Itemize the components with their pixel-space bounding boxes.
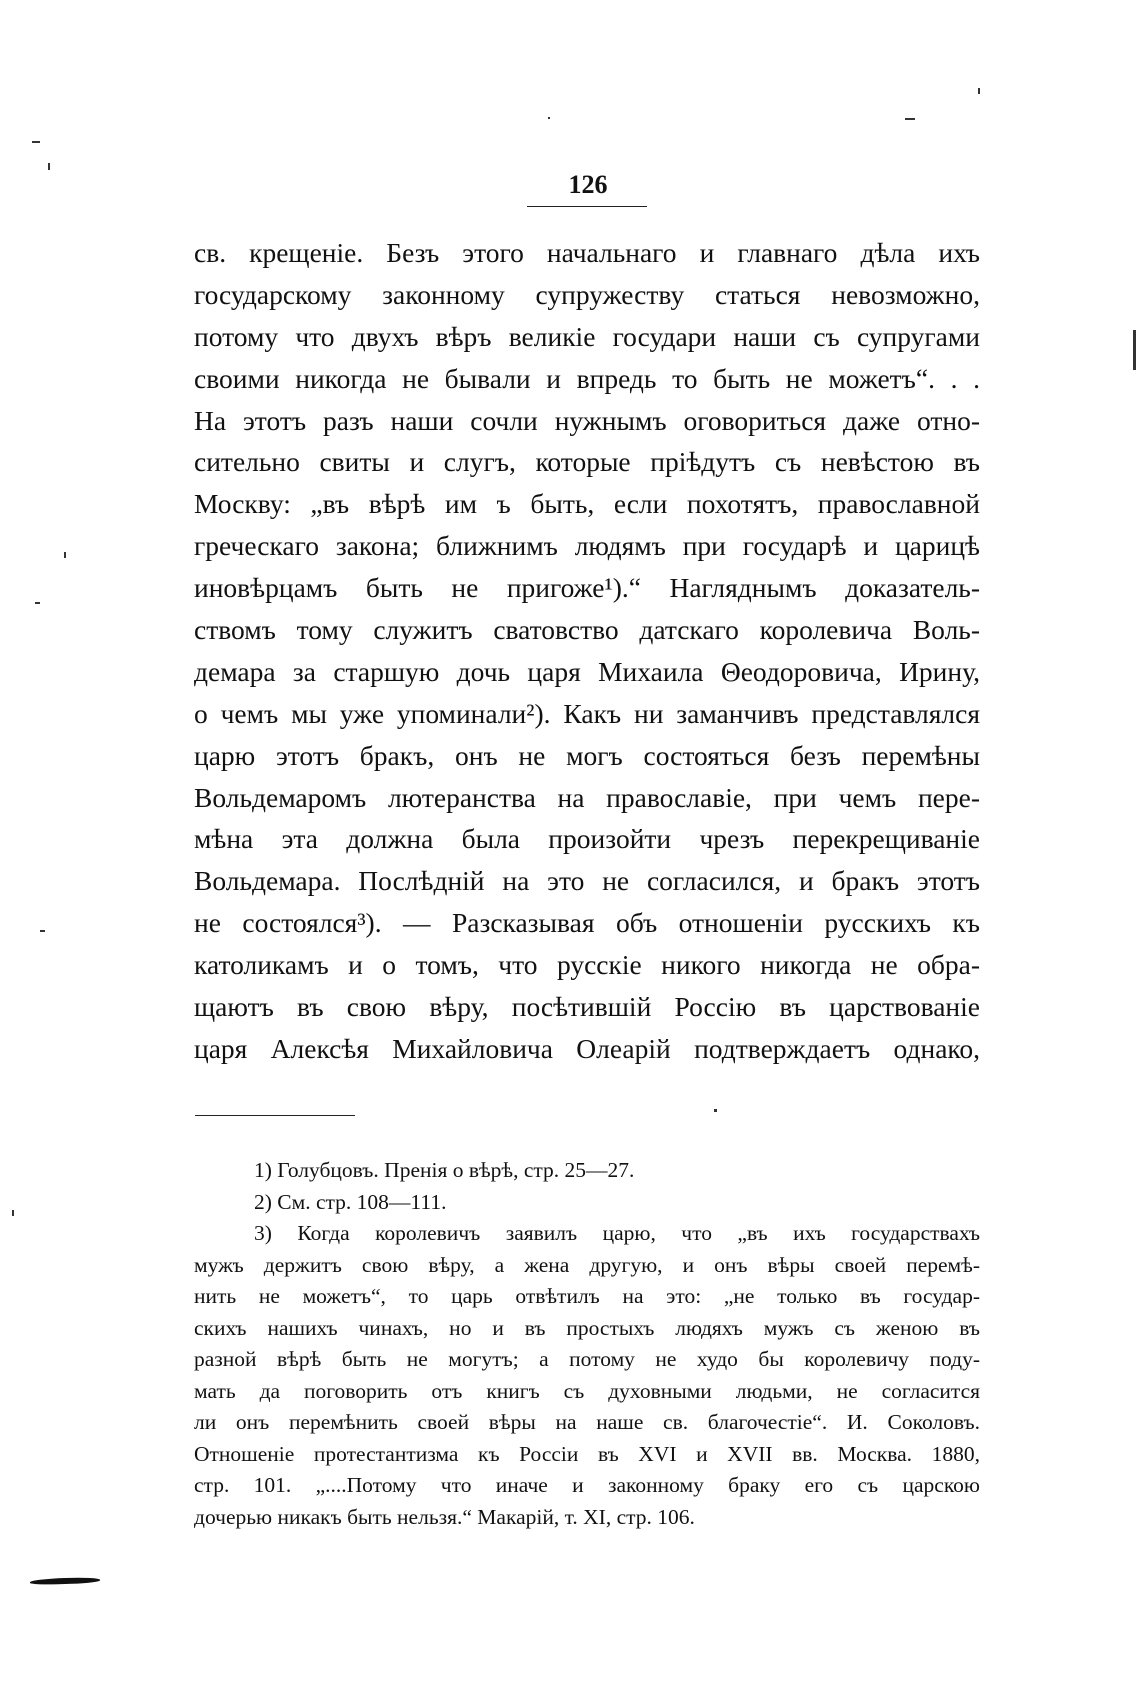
text-line: мѣна эта должна была произойти чрезъ перекрещиваніе xyxy=(194,823,980,855)
footnote-line: скихъ нашихъ чинахъ, но и въ простыхъ людяхъ мужъ съ женою въ xyxy=(194,1315,980,1340)
text-line: греческаго закона; ближнимъ людямъ при государѣ и царицѣ xyxy=(194,530,980,562)
text-line: католикамъ и о томъ, что русскіе никого никогда не обра- xyxy=(194,949,980,981)
text-line: о чемъ мы уже упоминали²). Какъ ни заманчивъ представлялся xyxy=(194,697,980,729)
text-line: Вольдемаромъ лютеранства на православіе, при чемъ пере- xyxy=(194,781,980,813)
text-line: иновѣрцамъ быть не пригоже¹).“ Нагляднымъ доказатель- xyxy=(194,572,980,604)
page-number: 126 xyxy=(568,170,608,199)
footnote-line: стр. 101. „....Потому что иначе и законному браку его съ царскою xyxy=(194,1473,980,1497)
text-line: щаютъ въ свою вѣру, посѣтившій Россію въ царствованіе xyxy=(194,991,980,1023)
footnote-line: разной вѣрѣ быть не могутъ; а потому не худо бы королевичу поду- xyxy=(194,1347,980,1371)
body-text xyxy=(194,232,980,1070)
footnote-2: 2) См. стр. 108—111. xyxy=(254,1189,447,1214)
text-line: царю этотъ бракъ, онъ не могъ состояться безъ перемѣны xyxy=(194,739,980,771)
footnote-1: 1) Голубцовъ. Пренія о вѣрѣ, стр. 25—27. xyxy=(254,1158,635,1182)
scan-mark xyxy=(30,1577,100,1585)
text-line: царя Алексѣя Михайловича Олеарій подтверждаетъ однако, xyxy=(194,1032,980,1064)
text-line: ствомъ тому служитъ сватовство датскаго королевича Воль- xyxy=(194,614,980,646)
text-line: Вольдемара. Послѣдній на это не согласился, и бракъ этотъ xyxy=(194,865,980,897)
footnote-3: 3) Когда королевичъ заявилъ царю, что „въ ихъ государствахъ xyxy=(254,1221,980,1245)
text-line: св. крещеніе. Безъ этого начальнаго и главнаго дѣла ихъ xyxy=(194,237,980,268)
footnote-line: Отношеніе протестантизма къ Россіи въ XVI и XVII вв. Москва. 1880, xyxy=(194,1441,980,1466)
footnote-line: мать да поговорить отъ книгъ съ духовными людьми, не согласится xyxy=(194,1378,980,1403)
footnote-line: мужъ держитъ свою вѣру, а жена другую, и онъ вѣры своей перемѣ- xyxy=(194,1252,980,1277)
text-line: государскому законному супружеству статься невозможно, xyxy=(194,278,980,310)
text-line: не состоялся³). — Разсказывая объ отношеніи русскихъ къ xyxy=(194,907,980,939)
footnote-line: нить не можетъ“, то царь отвѣтилъ на это: „не только въ государ- xyxy=(194,1284,980,1308)
text-line: На этотъ разъ наши сочли нужнымъ оговориться даже отно- xyxy=(194,404,980,436)
footnote-separator xyxy=(195,1115,355,1116)
text-line: своими никогда не бывали и впредь то быть не можетъ“. . . xyxy=(194,362,980,394)
footnote-line: ли онъ перемѣнить своей вѣры на наше св. благочестіе“. И. Соколовъ. xyxy=(194,1410,980,1434)
text-line: потому что двухъ вѣръ великіе государи наши съ супругами xyxy=(194,320,980,352)
text-line: сительно свиты и слугъ, которые пріѣдутъ съ невѣстою въ xyxy=(194,446,980,478)
text-line: демара за старшую дочь царя Михаила Θеодоровича, Ирину, xyxy=(194,655,980,687)
page-number-rule xyxy=(527,206,647,207)
footnotes xyxy=(194,1155,980,1533)
footnote-line: дочерью никакъ быть нельзя.“ Макарій, т. XI, стр. 106. xyxy=(194,1504,695,1529)
text-line: Москву: „въ вѣрѣ им ъ быть, если похотятъ, православной xyxy=(194,488,980,520)
